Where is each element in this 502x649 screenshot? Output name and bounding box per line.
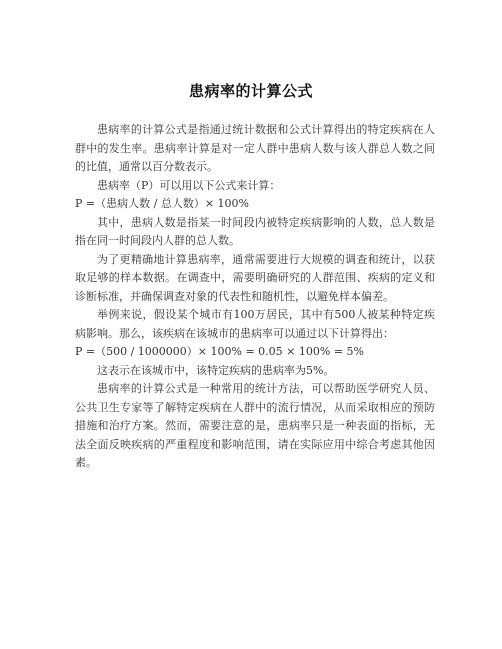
- paragraph-example: 举例来说，假设某个城市有100万居民，其中有500人被某种特定疾病影响。那么，该疾病在该城市的患病率可以通过以下计算得出：: [75, 308, 435, 340]
- formula-example: P =（500 / 1000000）× 100% = 0.05 × 100% = 5%: [75, 345, 364, 358]
- paragraph-definitions: 其中，患病人数是指某一时间段内被特定疾病影响的人数，总人数是指在同一时间段内人群的总人数。: [75, 215, 435, 247]
- paragraph-conclusion: 患病率的计算公式是一种常用的统计方法，可以帮助医学研究人员、公共卫生专家等了解特定疾病在人群中的流行情况，从而采取相应的预防措施和治疗方案。然而，需要注意的是，患病率只是一种表面的指标，无法全面反映疾病的严重程度和影响范围，请在实际应用中综合考虑其他因素。: [75, 382, 435, 469]
- document-body: [75, 121, 435, 473]
- page-title: 患病率的计算公式: [188, 82, 313, 100]
- formula-general: P =（患病人数 / 总人数）× 100%: [75, 197, 249, 210]
- paragraph-formula-intro: 患病率（P）可以用以下公式来计算：: [97, 178, 281, 192]
- paragraph-example-result: 这表示在该城市中，该特定疾病的患病率为5%。: [97, 363, 335, 377]
- paragraph-methodology: 为了更精确地计算患病率，通常需要进行大规模的调查和统计，以获取足够的样本数据。在调查中，需要明确研究的人群范围、疾病的定义和诊断标准，并确保调查对象的代表性和随机性，以避免样本偏差。: [75, 252, 435, 303]
- paragraph-intro: 患病率的计算公式是指通过统计数据和公式计算得出的特定疾病在人群中的发生率。患病率计算是对一定人群中患病人数与该人群总人数之间的比值，通常以百分数表示。: [75, 123, 435, 173]
